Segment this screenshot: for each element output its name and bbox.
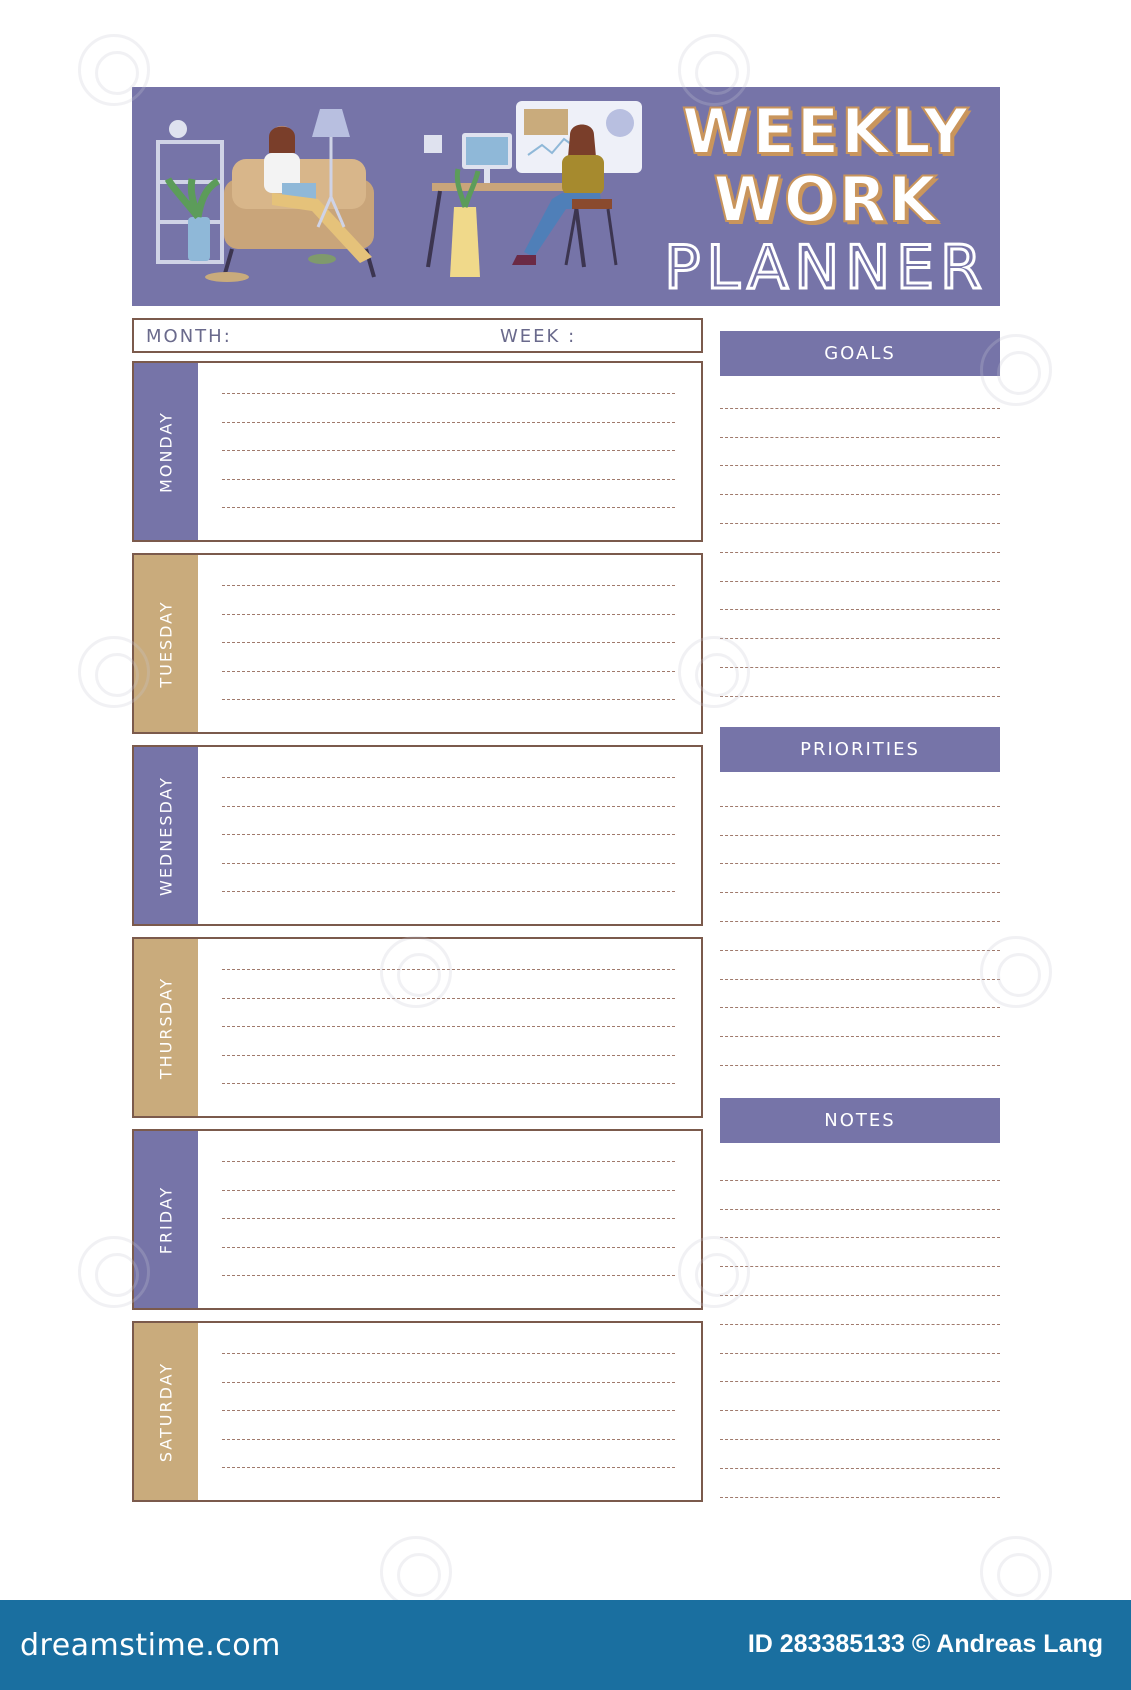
goals-lines[interactable] xyxy=(720,380,1000,697)
day-tab xyxy=(134,939,198,1116)
watermark-logo-icon xyxy=(980,1536,1052,1608)
writing-lines xyxy=(222,1353,675,1468)
work-from-home-illustration xyxy=(132,87,652,306)
notes-header: NOTES xyxy=(720,1098,1000,1143)
planner-banner xyxy=(132,87,1000,306)
day-tab xyxy=(134,555,198,732)
day-block-saturday[interactable] xyxy=(132,1321,703,1502)
day-tab xyxy=(134,363,198,540)
month-week-field[interactable] xyxy=(132,318,703,353)
day-label: TUESDAY xyxy=(156,599,176,688)
watermark-logo-icon xyxy=(380,936,452,1008)
priorities-header: PRIORITIES xyxy=(720,727,1000,772)
watermark-logo-icon xyxy=(678,1236,750,1308)
watermark-logo-icon xyxy=(78,1236,150,1308)
day-label: THURSDAY xyxy=(156,976,176,1079)
image-id-credit: ID 283385133 © Andreas Lang xyxy=(747,1630,1103,1658)
day-tab xyxy=(134,1323,198,1500)
planner-title xyxy=(652,87,1000,306)
day-label: MONDAY xyxy=(156,410,176,493)
notes-lines[interactable] xyxy=(720,1152,1000,1498)
writing-lines xyxy=(222,585,675,700)
title-work: WORK xyxy=(713,163,939,236)
watermark-logo-icon xyxy=(78,636,150,708)
goals-header: GOALS xyxy=(720,331,1000,376)
watermark-logo-icon xyxy=(78,34,150,106)
watermark-logo-icon xyxy=(678,34,750,106)
stock-footer-bar xyxy=(0,1600,1131,1690)
priorities-lines[interactable] xyxy=(720,778,1000,1066)
watermark-logo-icon xyxy=(678,636,750,708)
day-block-monday[interactable] xyxy=(132,361,703,542)
week-label: WEEK : xyxy=(500,326,577,347)
day-label: FRIDAY xyxy=(156,1185,176,1254)
day-label: SATURDAY xyxy=(156,1361,176,1462)
writing-lines xyxy=(222,777,675,892)
writing-lines xyxy=(222,1161,675,1276)
day-block-wednesday[interactable] xyxy=(132,745,703,926)
title-weekly: WEEKLY xyxy=(682,95,970,168)
watermark-logo-icon xyxy=(380,1536,452,1608)
day-tab xyxy=(134,747,198,924)
watermark-logo-icon xyxy=(980,334,1052,406)
title-planner: PLANNER xyxy=(664,233,988,303)
month-label: MONTH: xyxy=(146,326,232,347)
day-block-tuesday[interactable] xyxy=(132,553,703,734)
day-block-friday[interactable] xyxy=(132,1129,703,1310)
watermark-logo-icon xyxy=(980,936,1052,1008)
dreamstime-logo[interactable]: dreamstime.com xyxy=(20,1628,281,1663)
writing-lines xyxy=(222,393,675,508)
day-label: WEDNESDAY xyxy=(156,775,176,896)
